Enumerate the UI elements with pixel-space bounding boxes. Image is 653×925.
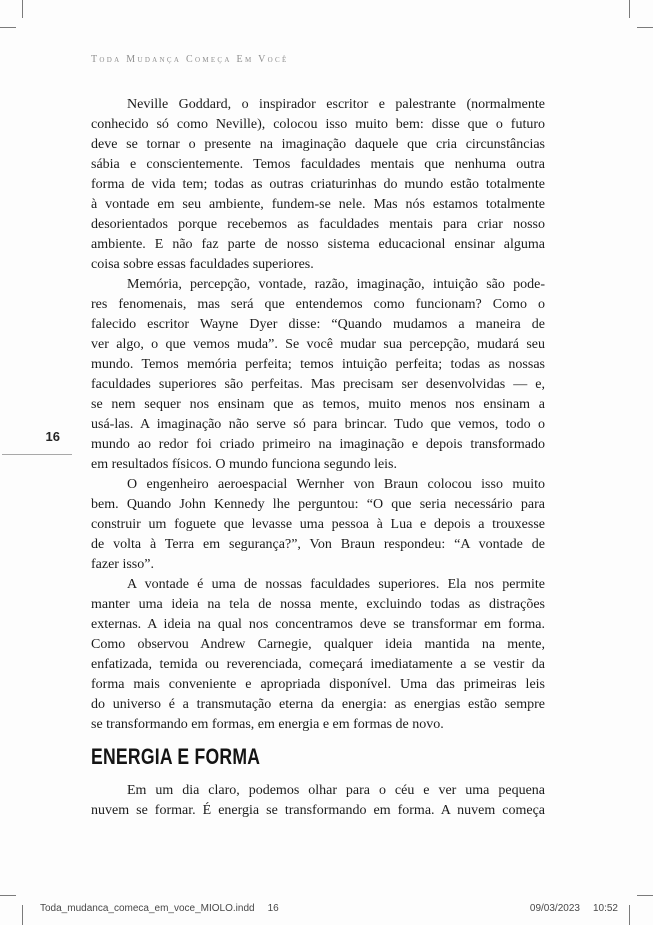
text-line: do universo é a transmutação eterna da energia: as energias estão sempre <box>91 697 545 712</box>
crop-mark-bottom-right-horizontal <box>637 895 653 896</box>
crop-mark-bottom-right-vertical <box>629 905 630 925</box>
text-line: A vontade é uma de nossas faculdades superiores. Ela nos permite <box>127 577 545 592</box>
text-line: manter uma ideia na tela de nossa mente, excluindo todas as distrações <box>91 597 545 612</box>
crop-mark-top-right-horizontal <box>637 27 653 28</box>
text-line: desorientados porque recebemos as faculdades mentais para criar nosso <box>91 217 545 232</box>
text-line: de volta à Terra em segurança?”, Von Braun respondeu: “A vontade de <box>91 537 545 552</box>
body-text-block <box>91 95 545 735</box>
text-line: em resultados físicos. O mundo funciona segundo leis. <box>91 457 398 472</box>
text-line: ambiente. E não faz parte de nosso sistema educacional ensinar alguma <box>91 237 545 252</box>
text-line: forma mais conveniente e apropriada disponível. Uma das primeiras leis <box>91 677 545 692</box>
text-line: externas. A ideia na qual nos concentramos deve se transformar em forma. <box>91 617 545 632</box>
text-line: enfatizada, temida ou reverenciada, começará imediatamente a se vestir da <box>91 657 545 672</box>
paragraph <box>91 781 545 821</box>
text-line: fazer isso”. <box>91 557 154 572</box>
section-heading: ENERGIA E FORMA <box>91 744 261 769</box>
crop-mark-top-left-horizontal <box>0 27 16 28</box>
text-line: sábia e conscientemente. Temos faculdades mentais que nenhuma outra <box>91 157 545 172</box>
text-line: faculdades superiores são perfeitas. Mas precisam ser desenvolvidas — e, <box>91 377 545 392</box>
crop-mark-bottom-left-horizontal <box>0 895 16 896</box>
text-line: forma de vida tem; todas as outras criaturinhas do mundo estão totalmente <box>91 177 545 192</box>
text-line: se nem sequer nos ensinam que as temos, muito menos nos ensinam a <box>91 397 545 412</box>
margin-page-number: 16 <box>45 429 60 444</box>
text-line: Memória, percepção, vontade, razão, imaginação, intuição são pode- <box>127 277 545 292</box>
footer-filename: Toda_mudanca_comeca_em_voce_MIOLO.indd <box>40 903 255 914</box>
text-line: Como observou Andrew Carnegie, qualquer ideia mantida na mente, <box>91 637 545 652</box>
text-line: Neville Goddard, o inspirador escritor e palestrante (normalmente <box>127 97 545 112</box>
text-line: se transformando em formas, em energia e em formas de novo. <box>91 717 444 732</box>
paragraph <box>91 575 545 735</box>
margin-rule <box>2 454 72 455</box>
footer-left <box>40 903 279 914</box>
text-line: mundo. Temos memória perfeita; temos intuição perfeita; todas as nossas <box>91 357 545 372</box>
text-line: O engenheiro aeroespacial Wernher von Braun colocou isso muito <box>127 477 545 492</box>
footer-page-number: 16 <box>267 903 279 914</box>
text-line: construir um foguete que levasse uma pessoa à Lua e depois a trouxesse <box>91 517 545 532</box>
text-line: res fenomenais, mas será que entendemos como funcionam? Como o <box>91 297 545 312</box>
running-header: Toda Mudança Começa Em Você <box>91 54 289 65</box>
text-line: ver algo, o que vemos muda”. Se você mudar sua percepção, mudará seu <box>91 337 545 352</box>
crop-mark-top-left-vertical <box>22 0 23 18</box>
footer-right <box>530 903 618 914</box>
text-line: deve se tornar o presente na imaginação daquele que cria circunstâncias <box>91 137 545 152</box>
crop-mark-bottom-left-vertical <box>22 905 23 925</box>
text-line: coisa sobre essas faculdades superiores. <box>91 257 314 272</box>
text-line: usá-las. A imaginação não serve só para brincar. Tudo que vemos, todo o <box>91 417 545 432</box>
text-line: Em um dia claro, podemos olhar para o céu e ver uma pequena <box>127 783 545 798</box>
text-line: falecido escritor Wayne Dyer disse: “Quando mudamos a maneira de <box>91 317 545 332</box>
footer-date: 09/03/2023 <box>529 903 580 914</box>
paragraph <box>91 95 545 275</box>
footer-time: 10:52 <box>592 903 618 914</box>
text-line: conhecido só como Neville), colocou isso muito bem: disse que o futuro <box>91 117 545 132</box>
text-line: à vontade em seu ambiente, fundem-se nele. Mas nós estamos totalmente <box>91 197 545 212</box>
paragraph <box>91 475 545 575</box>
text-line: mundo ao redor foi criado primeiro na imaginação e depois transformado <box>91 437 545 452</box>
body-text-block-after-heading <box>91 781 545 821</box>
paragraph <box>91 275 545 475</box>
crop-mark-top-right-vertical <box>629 0 630 18</box>
text-line: bem. Quando John Kennedy lhe perguntou: “O que seria necessário para <box>91 497 545 512</box>
text-line: nuvem se formar. É energia se transformando em forma. A nuvem começa <box>91 803 545 818</box>
